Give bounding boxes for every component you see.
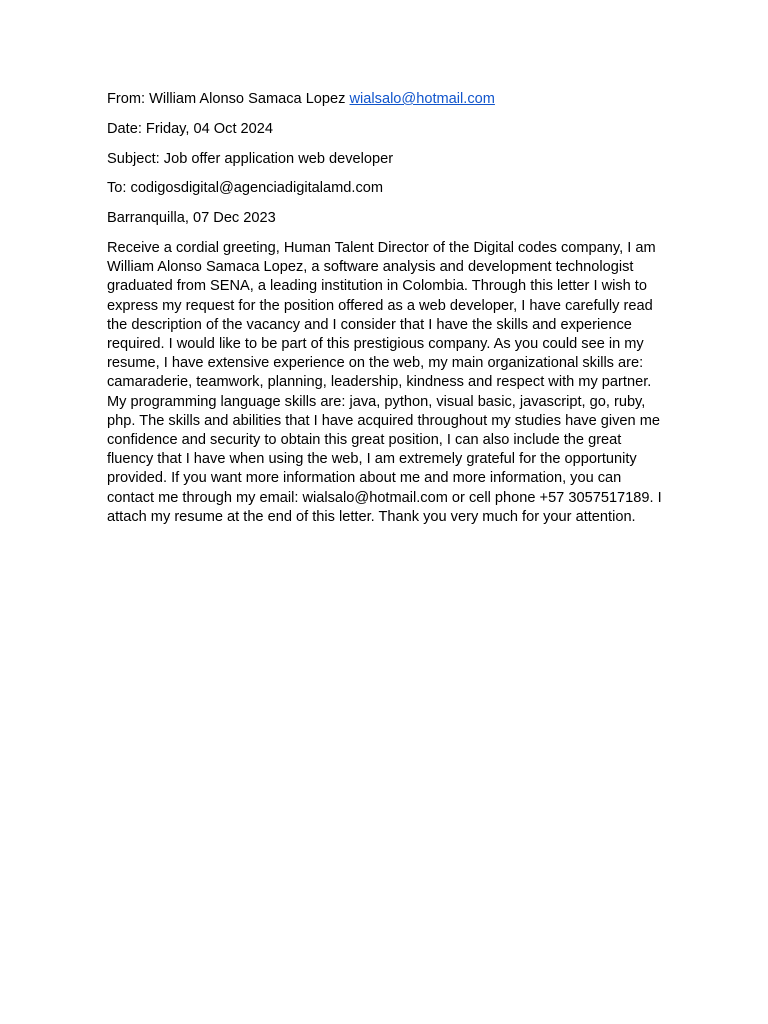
from-label: From: William Alonso Samaca Lopez bbox=[107, 91, 346, 107]
from-line bbox=[107, 90, 663, 109]
subject-line: Subject: Job offer application web developer bbox=[107, 150, 394, 167]
letter-body: Receive a cordial greeting, Human Talent Director of the Digital codes company, I am William Alonso Samaca Lopez, a software analysis and development technologist graduated from SENA, a leading institution in Colombia. Through this letter I wish to express my request for the position offered as a web developer, I have carefully read the description of the vacancy and I consider that I have the skills and experience required. I would like to be part of this prestigious company. As you could see in my resume, I have extensive experience on the web, my main organizational skills are: camaraderie, teamwork, planning, leadership, kindness and respect with my partner. My programming language skills are: java, python, visual basic, javascript, go, ruby, php. The skills and abilities that I have acquired throughout my studies have given me confidence and security to obtain this great position, I can also include the great fluency that I have when using the web, I am extremely grateful for the opportunity provided. If you want more information about me and more information, you can contact me through my email: wialsalo@hotmail.com or cell phone +57 3057517189. I attach my resume at the end of this letter. Thank you very much for your attention. bbox=[107, 239, 662, 525]
letter bbox=[107, 90, 663, 527]
from-email-link[interactable]: wialsalo@hotmail.com bbox=[349, 91, 495, 107]
date-line: Date: Friday, 04 Oct 2024 bbox=[107, 120, 274, 137]
to-line: To: codigosdigital@agenciadigitalamd.com bbox=[107, 180, 384, 197]
place-date-line: Barranquilla, 07 Dec 2023 bbox=[107, 210, 276, 227]
